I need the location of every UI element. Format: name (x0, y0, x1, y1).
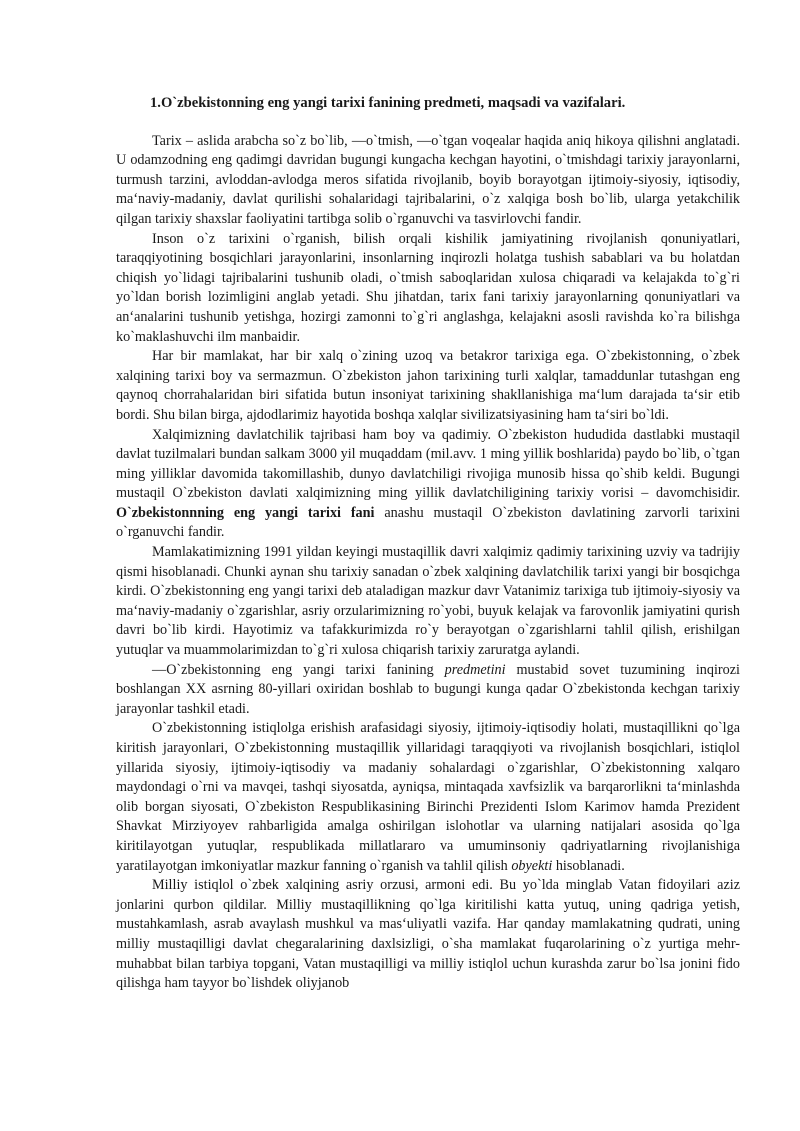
paragraph-1: Tarix – aslida arabcha so`z bo`lib, ―o`tmish, ―o`tgan voqealar haqida aniq hikoya qilishni anglatadi. U odamzodning eng qadimgi davridan bugungi kungacha kechgan hayotini, o`tmishdagi tarixiy jarayonlarni, turmush tarzini, avloddan-avlodga meros sifatida rivojlanib, boyib borayotgan ijtimoiy-siyosiy, iqtisodiy, ma‘naviy-madaniy, davlat qurilishi sohalaridagi tajribalarini, o`z xalqiga bosh bo`lib, ularga yetakchilik qilgan tarixiy shaxslar faoliyatini tartibga solib o`rganuvchi va tasvirlovchi fandir. (116, 132, 740, 227)
paragraph-4-bold-term: O`zbekistonnning eng yangi tarixi fani (116, 504, 375, 521)
paragraph-4-text: Xalqimizning davlatchilik tajribasi ham boy va qadimiy. O`zbekiston hududida dastlabki mustaqil davlat tuzilmalari bundan salkam 3000 yil muqaddam (mil.avv. 1 ming yillik boshlarida) paydo bo`lib, o`tgan ming yilliklar davomida takomillashib, dunyo davlatchiligi rivojiga munosib hissa qo`shib keldi. Bugungi mustaqil O`zbekiston davlati xalqimizning ming yillik davlatchiligining tarixiy vorisi – davomchisidir. (116, 426, 740, 502)
document-heading: 1.O`zbekistonning eng yangi tarixi fanining predmeti, maqsadi va vazifalari. (150, 95, 626, 111)
paragraph-7-text: O`zbekistonning istiqlolga erishish arafasidagi siyosiy, ijtimoiy-iqtisodiy holati, mustaqillikni qo`lga kiritish jarayonlari, O`zbekistonning mustaqillik yillaridagi taraqqiyoti va rivojlanish bosqichlari, istiqlol yillarida siyosiy, ijtimoiy-iqtisodiy va madaniy sohalardagi o`zgarishlar, O`zbekistonning xalqaro maydondagi o`rni va mavqei, tashqi siyosatda, ayniqsa, mintaqada xavfsizlik va barqarorlikni ta‘minlashda olib borgan siyosati, O`zbekiston Respublikasining Birinchi Prezidenti Islom Karimov hamda Prezident Shavkat Mirziyoyev rahbarligida amalga oshirilgan islohotlar va ularning natijalari asosida qo`lga kiritilayotgan yutuqlar, respublikada millatlararo va umuminsoniy qadriyatlarning rivojlanishiga yaratilayotgan imkoniyatlar mazkur fanning o`rganish va tahlil qilish (116, 720, 740, 874)
paragraph-6-tail: mustabid sovet tuzumining inqirozi boshlangan XX asrning 80-yillari oxiridan boshlab to bugungi kunga qadar O`zbekistonda kechgan tarixiy jarayonlar tashkil etadi. (116, 661, 740, 717)
paragraph-7-tail: hisoblanadi. (552, 857, 625, 874)
paragraph-6-italic-term: predmetini (444, 661, 506, 678)
paragraph-6-text: ―O`zbekistonning eng yangi tarixi fanining (152, 661, 445, 678)
paragraph-3: Har bir mamlakat, har bir xalq o`zining uzoq va betakror tarixiga ega. O`zbekistonning, o`zbek xalqining tarixi boy va sermazmun. O`zbekiston jahon tarixining turli xalqlar, tamaddunlar tutashgan eng qaynoq chorrahalaridan biri sifatida butun insoniyat tarixining shakllanishiga ma‘lum darajada ta‘sir etib bordi. Shu bilan birga, ajdodlarimiz hayotida boshqa xalqlar sivilizatsiyasining ham ta‘siri bo`ldi. (116, 348, 740, 423)
paragraph-2: Inson o`z tarixini o`rganish, bilish orqali kishilik jamiyatining rivojlanish qonuniyatlari, taraqqiyotining bosqichlari jarayonlarini, insonlarning inqirozli holatga tushish sabablari va bu holatdan chiqish yo`lidagi tajribalarini tushunib oladi, o`tmish saboqlaridan xulosa chiqaradi va kelajakda to`g`ri yo`ldan borish lozimligini anglab yetadi. Shu jihatdan, tarix fani tarixiy jarayonlarning qonuniyatlari va an‘analarini tushunib yetishga, hozirgi zamonni to`g`ri anglashga, kelajakni asosli ravishda ko`ra bilishga ko`maklashuvchi ilm manbaidir. (116, 230, 740, 345)
paragraph-7 (116, 719, 740, 876)
paragraph-5: Mamlakatimizning 1991 yildan keyingi mustaqillik davri xalqimiz qadimiy tarixining uzviy va tadrijiy qismi hisoblanadi. Chunki aynan shu tarixiy sanadan o`zbek xalqining davlatchilik tarixi yangi bir bosqichga kirdi. O`zbekistonning eng yangi tarixi deb ataladigan mazkur davr Vatanimiz tarixiga tub ijtimoiy-siyosiy va ma‘naviy-madaniy o`zgarishlar, asriy orzularimizning ro`yobi, buyuk kelajak va farovonlik jamiyatini qurish davri bo`lib kirdi. Hayotimiz va tafakkurimizda ro`y berayotgan o`zgarishlarni tahlil qilish, erishilgan yutuqlar va muammolarimizdan to`g`ri xulosa chiqarish tarixiy zaruratga aylandi. (116, 544, 740, 659)
paragraph-4-tail: anashu mustaqil O`zbekiston davlatining zarvorli tarixini o`rganuvchi fandir. (116, 504, 740, 541)
paragraph-8: Milliy istiqlol o`zbek xalqining asriy orzusi, armoni edi. Bu yo`lda minglab Vatan fidoyilari aziz jonlarini qurbon qildilar. Milliy mustaqillikning qo`lga kiritilishi katta yutuq, uning qadriga yetish, mustahkamlash, asrab avaylash mushkul va mas‘uliyatli vazifa. Har qanday mamlakatning qudrati, uning milliy mustaqilligi davlat chegaralarining daxlsizligi, o`sha mamlakat fuqarolarining o`z yurtiga mehr-muhabbat bilan tarbiya topgani, Vatan mustaqilligi va milliy istiqlol uchun kurashda zarur bo`lsa jonini fido qilishga ham tayyor bo`lishdek oliyjanob (116, 877, 740, 992)
paragraph-7-italic-term: obyekti (511, 857, 553, 874)
document-body (116, 94, 740, 994)
paragraph-4 (116, 426, 740, 544)
paragraph-6 (116, 661, 740, 720)
